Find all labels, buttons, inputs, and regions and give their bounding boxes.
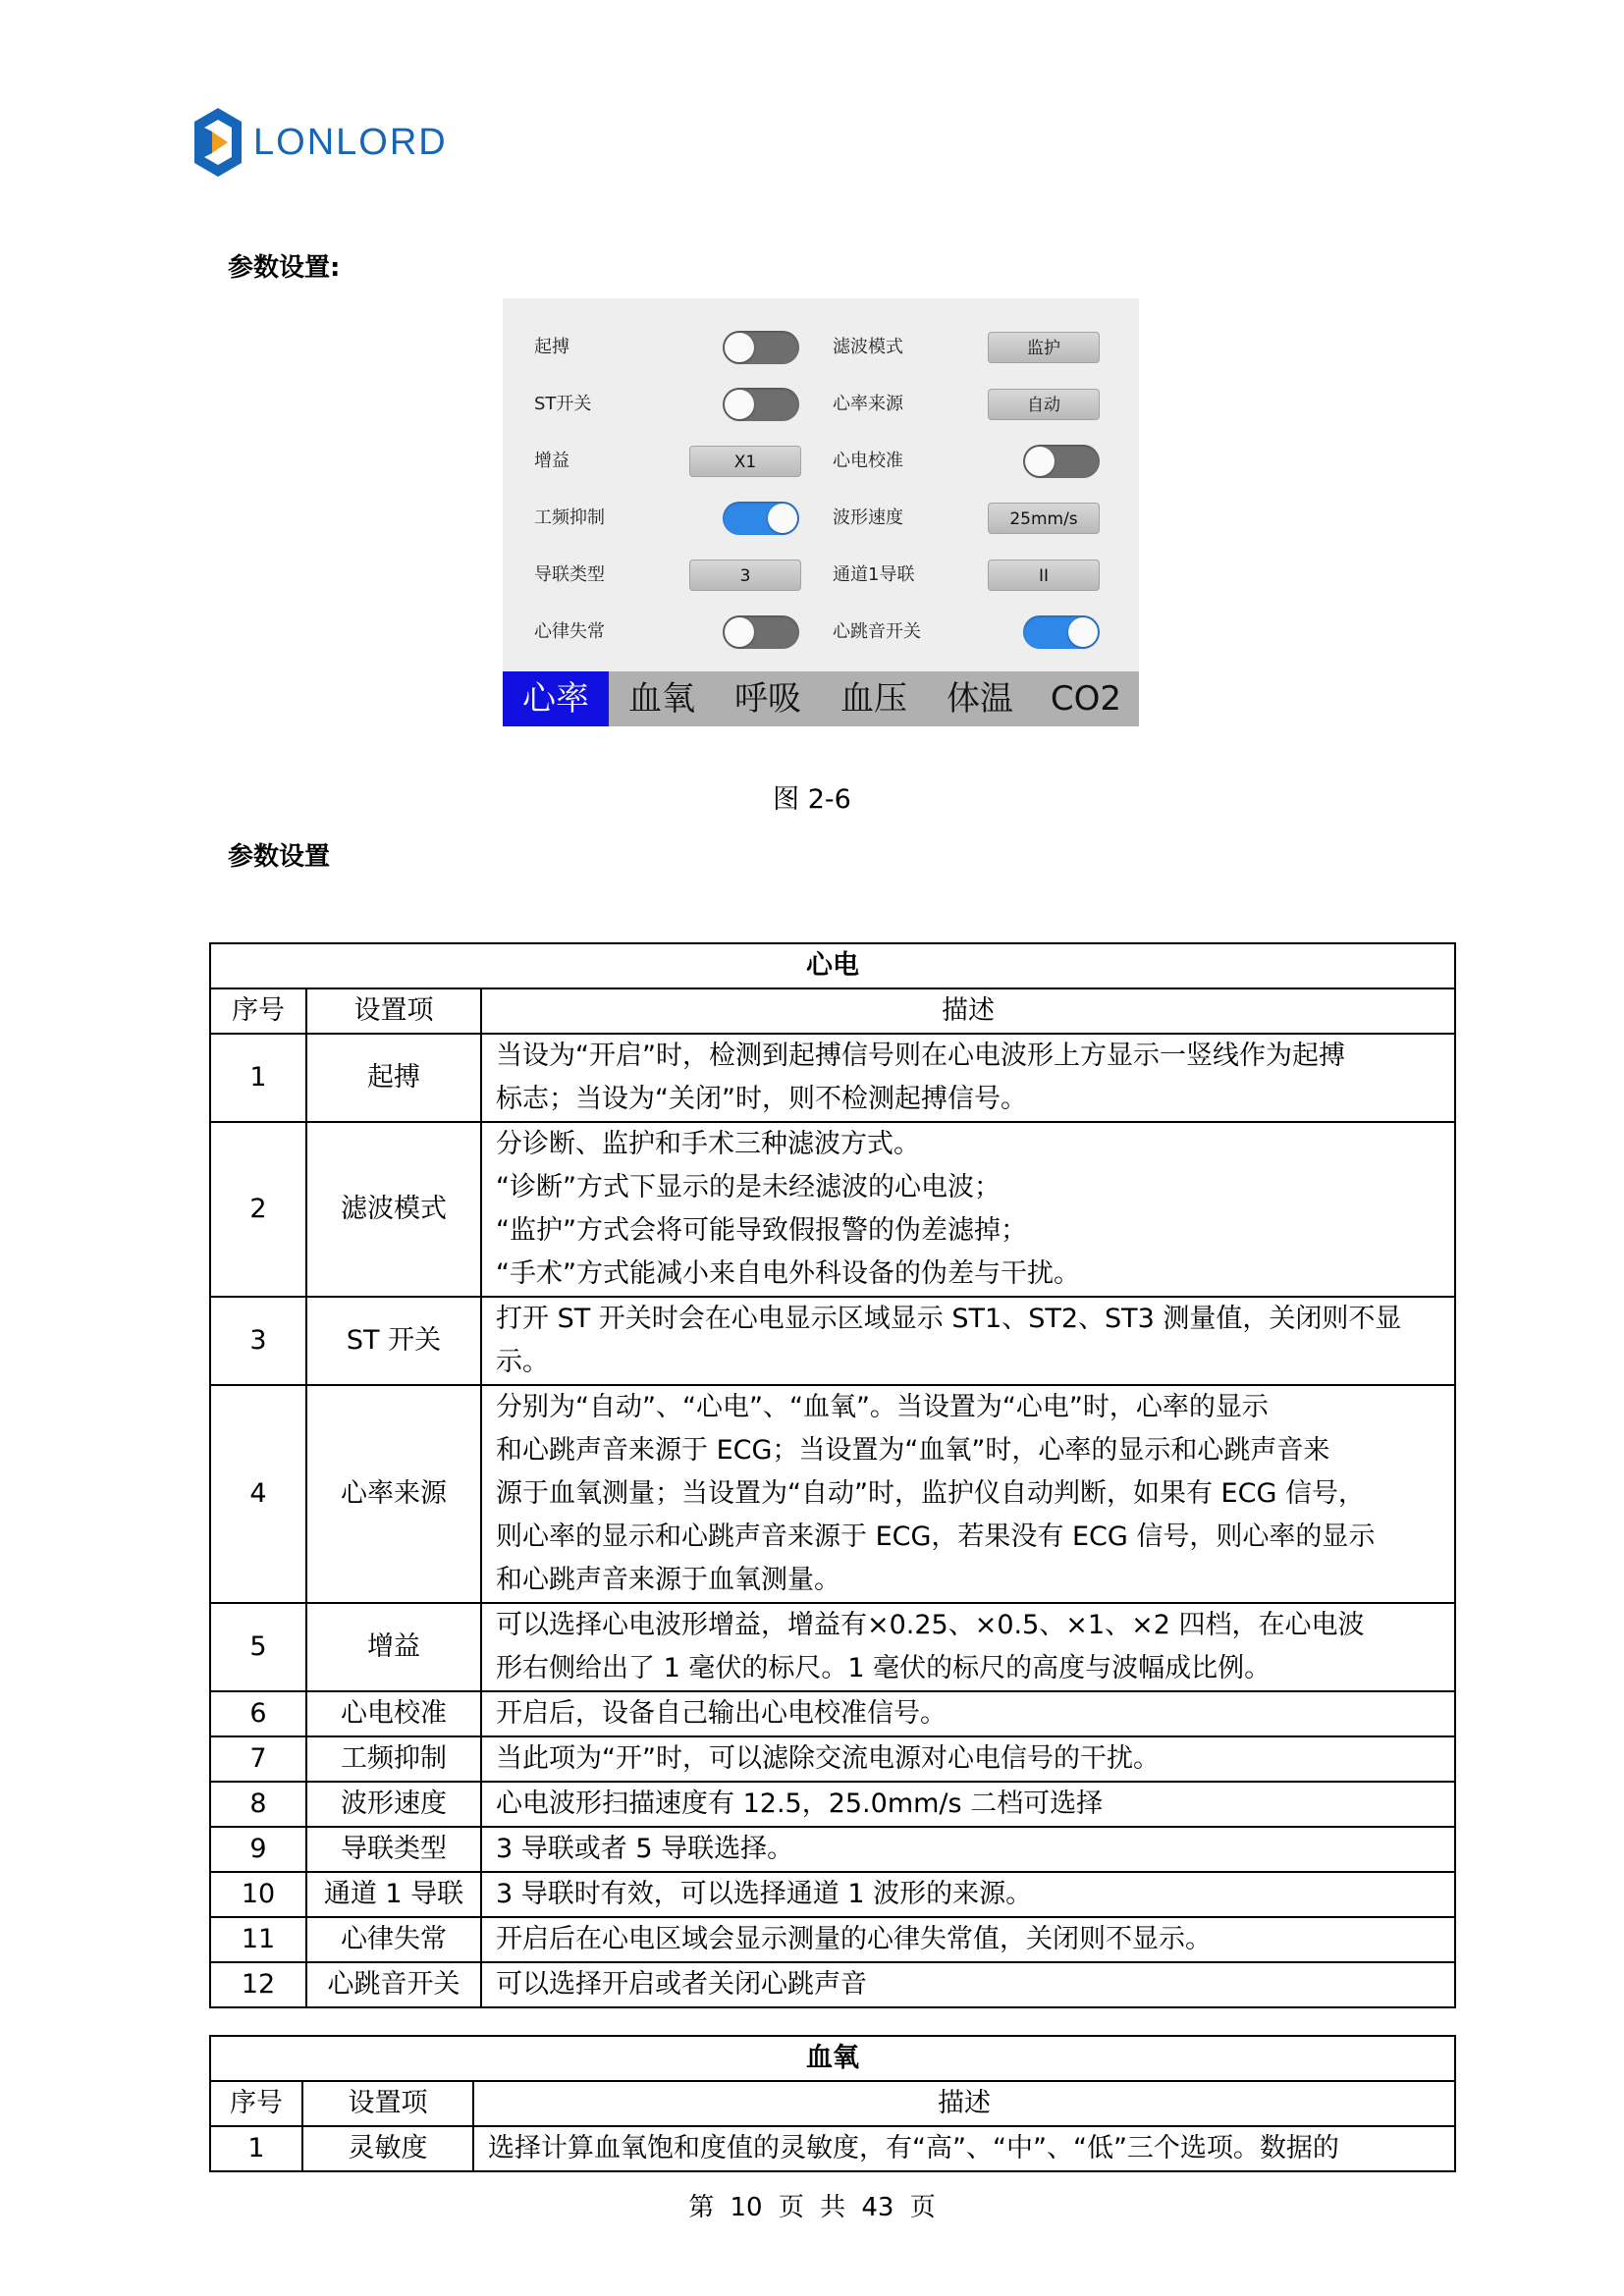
description-line: 3 导联时有效，可以选择通道 1 波形的来源。 — [496, 1879, 1033, 1909]
setting-item: 心率来源 — [306, 1385, 481, 1603]
table-title: 血氧 — [210, 2036, 1455, 2081]
row-number: 4 — [210, 1385, 306, 1603]
description-line: 示。 — [496, 1347, 549, 1377]
table-row — [210, 1691, 1455, 1736]
setting-item: 心跳音开关 — [306, 1962, 481, 2007]
row-number: 5 — [210, 1603, 306, 1691]
setting-item: 灵敏度 — [302, 2126, 473, 2171]
select-sweep-speed[interactable]: 25mm/s — [988, 503, 1100, 534]
setting-item: 心律失常 — [306, 1917, 481, 1962]
table-row — [210, 1603, 1455, 1691]
setting-description — [481, 1297, 1455, 1385]
tab-heart-rate[interactable]: 心率 — [503, 671, 609, 726]
toggle-knob — [725, 333, 754, 362]
select-gain[interactable]: X1 — [689, 446, 801, 477]
section-heading-parameter-settings: 参数设置 — [228, 842, 331, 872]
tab-blood-pressure[interactable]: 血压 — [840, 679, 907, 719]
label-arrhythmia: 心律失常 — [534, 621, 605, 642]
description-line: 当此项为“开”时，可以滤除交流电源对心电信号的干扰。 — [496, 1743, 1160, 1774]
setting-description — [481, 1603, 1455, 1691]
parameter-tab-bar — [503, 671, 1139, 726]
row-number: 12 — [210, 1962, 306, 2007]
setting-description — [481, 1917, 1455, 1962]
description-line: 可以选择心电波形增益，增益有×0.25、×0.5、×1、×2 四档，在心电波 — [496, 1610, 1365, 1640]
table-header-cell: 序号 — [210, 2081, 302, 2126]
table-header-row — [210, 2081, 1455, 2126]
table-title-row — [210, 2036, 1455, 2081]
toggle-ecg-calibration[interactable] — [1023, 445, 1100, 478]
table-header-cell: 序号 — [210, 988, 306, 1034]
setting-description — [481, 1827, 1455, 1872]
label-st-switch: ST开关 — [534, 394, 592, 414]
row-number: 2 — [210, 1122, 306, 1297]
row-number: 10 — [210, 1872, 306, 1917]
table-header-cell: 描述 — [481, 988, 1455, 1034]
setting-item: 导联类型 — [306, 1827, 481, 1872]
setting-item: ST 开关 — [306, 1297, 481, 1385]
description-line: 心电波形扫描速度有 12.5，25.0mm/s 二档可选择 — [496, 1789, 1104, 1819]
table-header-cell: 设置项 — [306, 988, 481, 1034]
label-heartbeat-sound: 心跳音开关 — [833, 621, 921, 642]
label-pacing: 起搏 — [534, 337, 569, 357]
label-sweep-speed: 波形速度 — [833, 507, 903, 528]
table-row — [210, 1872, 1455, 1917]
table-row — [210, 1297, 1455, 1385]
ecg-settings-table — [209, 942, 1456, 2008]
description-line: 则心率的显示和心跳声音来源于 ECG，若果没有 ECG 信号，则心率的显示 — [496, 1522, 1376, 1552]
row-number: 3 — [210, 1297, 306, 1385]
tab-co2[interactable]: CO2 — [1050, 679, 1122, 719]
row-number: 8 — [210, 1782, 306, 1827]
toggle-knob — [1025, 447, 1055, 476]
description-line: 打开 ST 开关时会在心电显示区域显示 ST1、ST2、ST3 测量值，关闭则不显 — [496, 1304, 1402, 1334]
table-row — [210, 1962, 1455, 2007]
toggle-knob — [725, 390, 754, 419]
label-gain: 增益 — [534, 451, 569, 471]
description-line: 和心跳声音来源于 ECG；当设置为“血氧”时，心率的显示和心跳声音来 — [496, 1435, 1330, 1466]
tab-temperature[interactable]: 体温 — [947, 679, 1013, 719]
table-header-row — [210, 988, 1455, 1034]
figure-caption: 图 2-6 — [773, 784, 851, 815]
description-line: 开启后，设备自己输出心电校准信号。 — [496, 1698, 947, 1729]
label-hr-source: 心率来源 — [833, 394, 903, 414]
table-header-cell: 描述 — [473, 2081, 1455, 2126]
setting-item: 工频抑制 — [306, 1736, 481, 1782]
setting-item: 通道 1 导联 — [306, 1872, 481, 1917]
setting-description — [481, 1385, 1455, 1603]
row-number: 1 — [210, 1034, 306, 1122]
tab-respiration[interactable]: 呼吸 — [734, 679, 801, 719]
table-row — [210, 2126, 1455, 2171]
setting-description — [481, 1691, 1455, 1736]
table-row — [210, 1385, 1455, 1603]
setting-description — [473, 2126, 1455, 2171]
label-lead-type: 导联类型 — [534, 564, 605, 585]
label-notch-filter: 工频抑制 — [534, 507, 605, 528]
setting-description — [481, 1872, 1455, 1917]
select-hr-source[interactable]: 自动 — [988, 389, 1100, 420]
section-heading-settings: 参数设置: — [228, 253, 341, 283]
description-line: 开启后在心电区域会显示测量的心律失常值，关闭则不显示。 — [496, 1924, 1212, 1954]
row-number: 9 — [210, 1827, 306, 1872]
row-number: 6 — [210, 1691, 306, 1736]
label-filter-mode: 滤波模式 — [833, 337, 903, 357]
setting-item: 波形速度 — [306, 1782, 481, 1827]
row-number: 11 — [210, 1917, 306, 1962]
spo2-settings-table — [209, 2035, 1456, 2172]
setting-item: 心电校准 — [306, 1691, 481, 1736]
select-channel1-lead[interactable]: II — [988, 560, 1100, 591]
description-line: 3 导联或者 5 导联选择。 — [496, 1834, 794, 1864]
description-line: 可以选择开启或者关闭心跳声音 — [496, 1969, 867, 2000]
label-ecg-calibration: 心电校准 — [833, 451, 903, 471]
table-title-row — [210, 943, 1455, 988]
toggle-heartbeat-sound[interactable] — [1023, 615, 1100, 649]
lonlord-logo-icon — [192, 106, 244, 179]
setting-description — [481, 1034, 1455, 1122]
company-logo — [192, 106, 448, 179]
table-row — [210, 1782, 1455, 1827]
table-header-cell: 设置项 — [302, 2081, 473, 2126]
toggle-knob — [1068, 617, 1098, 647]
label-channel1-lead: 通道1导联 — [833, 564, 915, 585]
description-line: “诊断”方式下显示的是未经滤波的心电波； — [496, 1172, 1001, 1202]
description-line: 源于血氧测量；当设置为“自动”时，监护仪自动判断，如果有 ECG 信号， — [496, 1478, 1365, 1509]
description-line: 选择计算血氧饱和度值的灵敏度，有“高”、“中”、“低”三个选项。数据的 — [488, 2133, 1339, 2163]
table-title: 心电 — [210, 943, 1455, 988]
table-row — [210, 1827, 1455, 1872]
toggle-knob — [725, 617, 754, 647]
toggle-knob — [768, 504, 797, 533]
table-row — [210, 1122, 1455, 1297]
description-line: “手术”方式能减小来自电外科设备的伪差与干扰。 — [496, 1258, 1080, 1289]
toggle-arrhythmia[interactable] — [723, 615, 799, 649]
page-footer: 第 10 页 共 43 页 — [688, 2193, 936, 2222]
description-line: 和心跳声音来源于血氧测量。 — [496, 1565, 840, 1595]
setting-item: 滤波模式 — [306, 1122, 481, 1297]
description-line: 标志；当设为“关闭”时，则不检测起搏信号。 — [496, 1084, 1027, 1114]
setting-description — [481, 1736, 1455, 1782]
setting-description — [481, 1122, 1455, 1297]
logo-text: LONLORD — [253, 121, 448, 163]
setting-item: 起搏 — [306, 1034, 481, 1122]
setting-description — [481, 1782, 1455, 1827]
row-number: 1 — [210, 2126, 302, 2171]
setting-description — [481, 1962, 1455, 2007]
description-line: 形右侧给出了 1 毫伏的标尺。1 毫伏的标尺的高度与波幅成比例。 — [496, 1653, 1272, 1683]
description-line: 当设为“开启”时，检测到起搏信号则在心电波形上方显示一竖线作为起搏 — [496, 1041, 1345, 1071]
description-line: 分别为“自动”、“心电”、“血氧”。当设置为“心电”时，心率的显示 — [496, 1392, 1269, 1422]
select-filter-mode[interactable]: 监护 — [988, 332, 1100, 363]
table-row — [210, 1034, 1455, 1122]
description-line: “监护”方式会将可能导致假报警的伪差滤掉； — [496, 1215, 1027, 1246]
table-row — [210, 1917, 1455, 1962]
row-number: 7 — [210, 1736, 306, 1782]
toggle-st-switch[interactable] — [723, 388, 799, 421]
description-line: 分诊断、监护和手术三种滤波方式。 — [496, 1129, 920, 1159]
toggle-notch-filter[interactable] — [723, 502, 799, 535]
settings-screenshot — [503, 298, 1139, 726]
table-row — [210, 1736, 1455, 1782]
setting-item: 增益 — [306, 1603, 481, 1691]
tab-spo2[interactable]: 血氧 — [628, 679, 695, 719]
select-lead-type[interactable]: 3 — [689, 560, 801, 591]
toggle-pacing[interactable] — [723, 331, 799, 364]
